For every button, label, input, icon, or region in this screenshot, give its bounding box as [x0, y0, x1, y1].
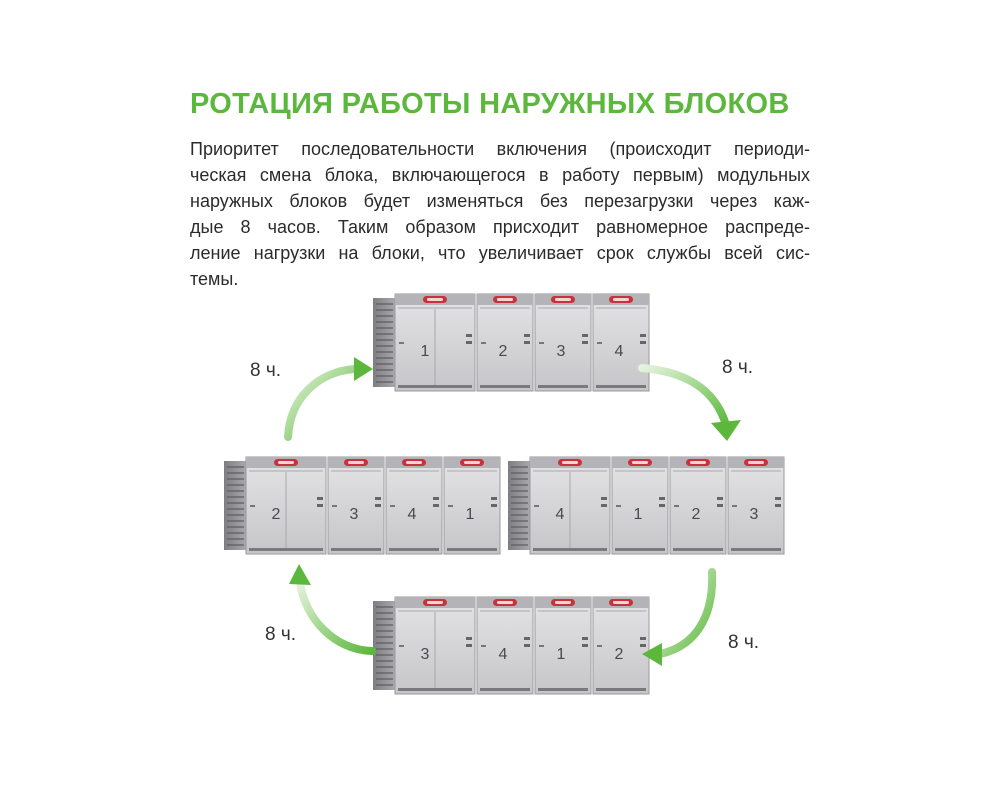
rotation-arrow — [289, 564, 372, 651]
outdoor-unit-module — [728, 457, 784, 554]
module-number: 1 — [633, 506, 643, 523]
rotation-arrow — [642, 572, 712, 666]
module-number: 2 — [614, 646, 624, 663]
outdoor-unit-module — [395, 597, 475, 694]
module-number: 1 — [420, 343, 430, 360]
outdoor-unit-module — [593, 294, 649, 391]
module-number: 2 — [271, 506, 281, 523]
module-number: 4 — [614, 343, 624, 360]
module-number: 3 — [420, 646, 430, 663]
outdoor-unit-module — [444, 457, 500, 554]
module-number: 2 — [691, 506, 701, 523]
module-number: 4 — [555, 506, 565, 523]
interval-label: 8 ч. — [250, 360, 282, 381]
outdoor-unit-assembly — [508, 457, 784, 554]
module-number: 3 — [749, 506, 759, 523]
outdoor-unit-module — [535, 294, 591, 391]
outdoor-unit-module — [386, 457, 442, 554]
interval-label: 8 ч. — [265, 624, 297, 645]
module-number: 1 — [465, 506, 475, 523]
module-number: 3 — [349, 506, 359, 523]
module-number: 4 — [498, 646, 508, 663]
paragraph-line: Приоритет последовательности включения (происходит периоди- — [190, 139, 810, 159]
paragraph-line: темы. — [190, 269, 239, 289]
outdoor-unit-assembly — [373, 597, 649, 694]
module-number: 3 — [556, 343, 566, 360]
paragraph-line: наружных блоков будет изменяться без перезагрузки через каж- — [190, 191, 810, 211]
module-number: 4 — [407, 506, 417, 523]
module-number: 1 — [556, 646, 566, 663]
outdoor-unit-module — [477, 597, 533, 694]
outdoor-unit-module — [477, 294, 533, 391]
paragraph-line: дые 8 часов. Таким образом присходит равномерное распреде- — [190, 217, 810, 237]
interval-label: 8 ч. — [722, 357, 754, 378]
interval-label: 8 ч. — [728, 632, 760, 653]
module-number: 2 — [498, 343, 508, 360]
outdoor-unit-assembly — [224, 457, 500, 554]
page-title: РОТАЦИЯ РАБОТЫ НАРУЖНЫХ БЛОКОВ — [190, 88, 790, 120]
paragraph-line: ление нагрузки на блоки, что увеличивает срок службы всей сис- — [190, 243, 810, 263]
outdoor-unit-module — [670, 457, 726, 554]
outdoor-unit-module — [535, 597, 591, 694]
outdoor-unit-module — [612, 457, 668, 554]
outdoor-unit-module — [246, 457, 326, 554]
rotation-arrow — [288, 357, 373, 437]
outdoor-unit-module — [593, 597, 649, 694]
paragraph-line: ческая смена блока, включающегося в работу первым) модульных — [190, 165, 810, 185]
outdoor-unit-module — [328, 457, 384, 554]
outdoor-unit-module — [530, 457, 610, 554]
outdoor-unit-assembly — [373, 294, 649, 391]
outdoor-unit-module — [395, 294, 475, 391]
